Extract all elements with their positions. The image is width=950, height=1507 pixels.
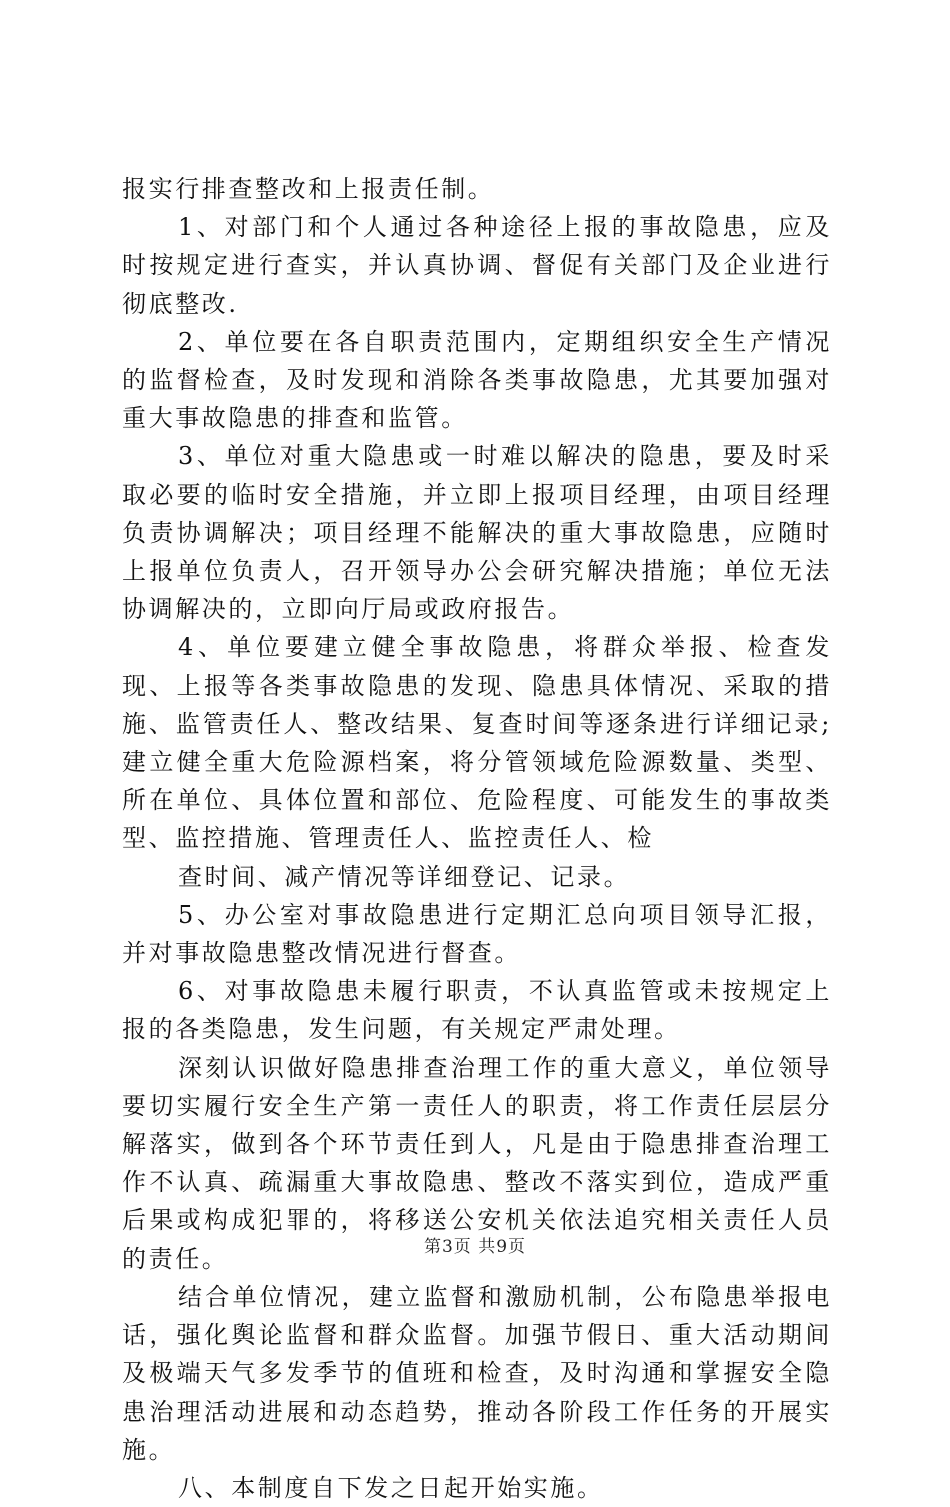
paragraph: 八、本制度自下发之日起开始实施。 — [178, 1473, 604, 1502]
paragraph: 报实行排查整改和上报责任制。 — [122, 175, 495, 203]
paragraph: 6、对事故隐患未履行职责，不认真监管或未按规定上报的各类隐患，发生问题，有关规定严肃处理。 — [122, 977, 832, 1044]
page-number-footer: 第3页 共9页 — [423, 1237, 527, 1257]
paragraph: 3、单位对重大隐患或一时难以解决的隐患，要及时采取必要的临时安全措施，并立即上报项目经理，由项目经理负责协调解决；项目经理不能解决的重大事故隐患，应随时上报单位负责人，召开领导办公会研究解决措施；单位无法协调解决的，立即向厅局或政府报告。 — [122, 442, 832, 624]
paragraph: 2、单位要在各自职责范围内，定期组织安全生产情况的监督检查，及时发现和消除各类事故隐患，尤其要加强对重大事故隐患的排查和监管。 — [122, 327, 832, 433]
document-body — [122, 170, 832, 1507]
paragraph: 结合单位情况，建立监督和激励机制，公布隐患举报电话，强化舆论监督和群众监督。加强节假日、重大活动期间及极端天气多发季节的值班和检查，及时沟通和掌握安全隐患治理活动进展和动态趋势，推动各阶段工作任务的开展实施。 — [122, 1282, 832, 1464]
paragraph: 深刻认识做好隐患排查治理工作的重大意义，单位领导要切实履行安全生产第一责任人的职责，将工作责任层层分解落实，做到各个环节责任到人，凡是由于隐患排查治理工作不认真、疏漏重大事故隐患、整改不落实到位，造成严重后果或构成犯罪的，将移送公安机关依法追究相关责任人员的责任。 — [122, 1053, 832, 1273]
paragraph: 5、办公室对事故隐患进行定期汇总向项目领导汇报，并对事故隐患整改情况进行督查。 — [122, 900, 832, 968]
paragraph: 查时间、减产情况等详细登记、记录。 — [178, 862, 631, 891]
paragraph: 1、对部门和个人通过各种途径上报的事故隐患，应及时按规定进行查实，并认真协调、督促有关部门及企业进行彻底整改. — [122, 213, 832, 318]
paragraph: 4、单位要建立健全事故隐患，将群众举报、检查发现、上报等各类事故隐患的发现、隐患具体情况、采取的措施、监管责任人、整改结果、复查时间等逐条进行详细记录;建立健全重大危险源档案，将分管领域危险源数量、类型、所在单位、具体位置和部位、危险程度、可能发生的事故类型、监控措施、管理责任人、监控责任人、检 — [122, 633, 832, 853]
